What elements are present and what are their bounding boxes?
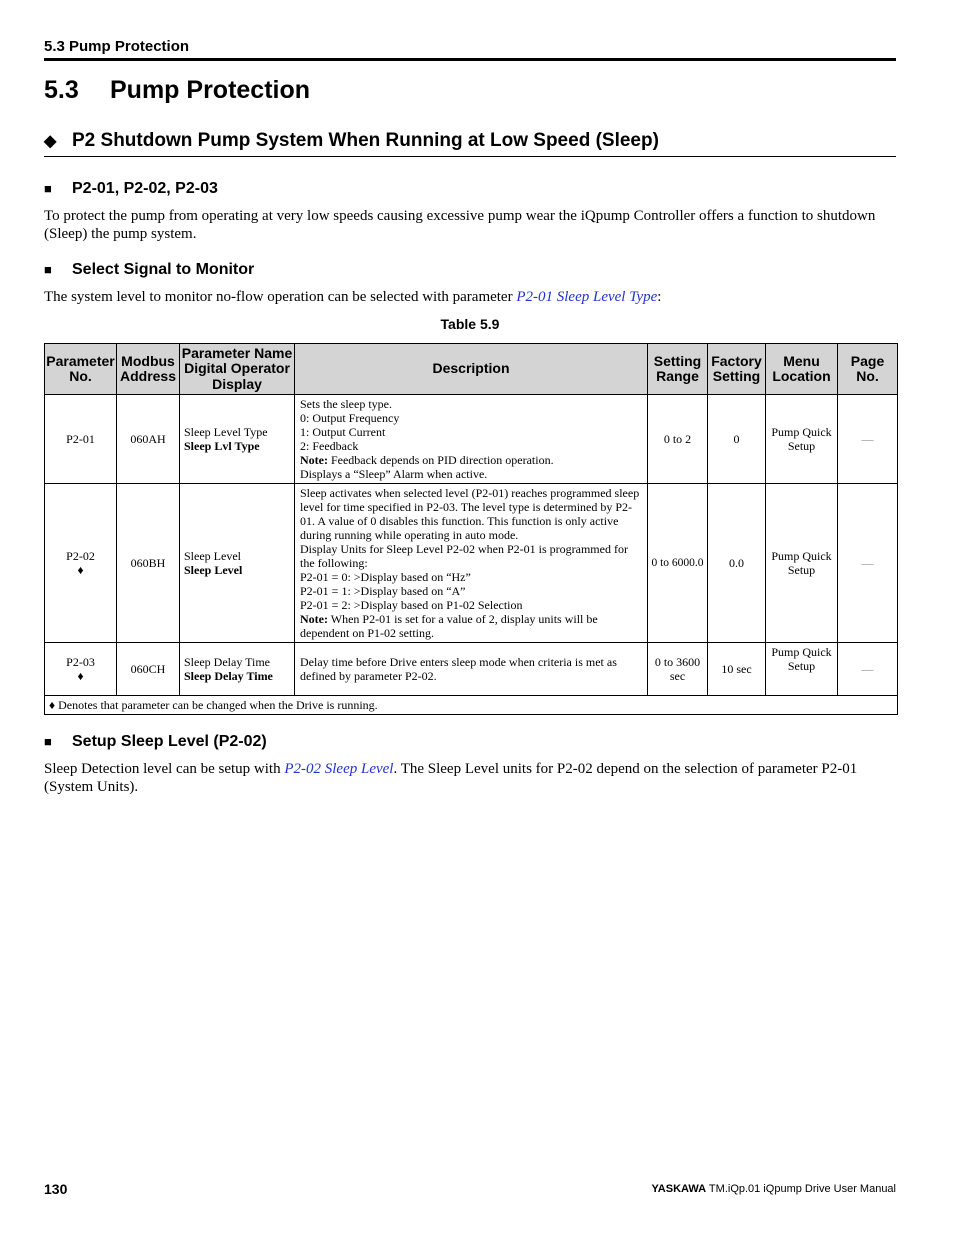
- paragraph-text: The system level to monitor no-flow operation can be selected with parameter: [44, 289, 517, 305]
- desc-line: 1: Output Current: [300, 425, 386, 439]
- note-label: Note:: [300, 453, 328, 467]
- operator-display: Sleep Level: [184, 563, 243, 577]
- page-title: [44, 76, 310, 105]
- header-parameter-name: Parameter Name Digital Operator Display: [180, 344, 295, 395]
- brand-name: YASKAWA: [651, 1183, 707, 1195]
- note-line: [300, 612, 642, 640]
- note-label: Note:: [300, 612, 328, 626]
- select-signal-paragraph: [44, 289, 896, 307]
- header-page-no: Page No.: [838, 344, 898, 395]
- desc-line: 0: Output Frequency: [300, 411, 400, 425]
- description-cell: [295, 643, 648, 696]
- subsection-heading: [44, 130, 896, 157]
- square-bullet-icon: ■: [44, 181, 52, 196]
- desc-line: Sets the sleep type.: [300, 397, 392, 411]
- header-setting-range: Setting Range: [648, 344, 708, 395]
- param-name: Sleep Level Type: [184, 425, 268, 439]
- modbus-cell: 060CH: [117, 643, 180, 696]
- name-cell: [180, 484, 295, 643]
- table-footnote: ♦ Denotes that parameter can be changed when the Drive is running.: [45, 696, 898, 715]
- page-number: 130: [44, 1181, 68, 1197]
- square-bullet-icon: ■: [44, 734, 52, 749]
- page-cell: —: [838, 395, 898, 484]
- heading-text: Select Signal to Monitor: [72, 261, 255, 278]
- table-row: [45, 484, 898, 643]
- note-text: When P2-01 is set for a value of 2, display units will be dependent on P1-02 setting.: [300, 612, 598, 640]
- link-p2-01[interactable]: P2-01 Sleep Level Type: [516, 289, 658, 305]
- intro-paragraph: To protect the pump from operating at very low speeds causing excessive pump wear the iQpump Controller offers a function to shutdown (Sleep) the pump system.: [44, 208, 876, 242]
- name-cell: [180, 395, 295, 484]
- range-cell: 0 to 3600 sec: [648, 643, 708, 696]
- param-number: P2-01: [66, 432, 95, 446]
- header-modbus-address: Modbus Address: [117, 344, 180, 395]
- desc-line: Sleep activates when selected level (P2-01) reaches programmed sleep level for time specified in P2-03. The level type is determined by P2-01. A value of 0 disables this function. This function is only active during running while operating in auto mode.: [300, 486, 640, 542]
- header-rule: [44, 58, 896, 61]
- menu-cell: Pump Quick Setup: [766, 484, 838, 643]
- note-line: [300, 453, 642, 467]
- table-row: [45, 395, 898, 484]
- param-name: Sleep Delay Time: [184, 655, 270, 669]
- page-cell: —: [838, 643, 898, 696]
- param-cell: [45, 643, 117, 696]
- footer-manual-title: [651, 1183, 896, 1195]
- run-change-icon: ♦: [77, 669, 84, 683]
- heading-text: P2-01, P2-02, P2-03: [72, 180, 218, 197]
- setup-sleep-paragraph: [44, 761, 896, 796]
- operator-display: Sleep Delay Time: [184, 669, 273, 683]
- description-cell: [295, 395, 648, 484]
- paragraph-text: Sleep Detection level can be setup with: [44, 761, 285, 777]
- name-cell: [180, 643, 295, 696]
- table-row: [45, 643, 898, 696]
- manual-name: TM.iQp.01 iQpump Drive User Manual: [706, 1183, 896, 1195]
- desc-line: P2-01 = 0: >Display based on “Hz”: [300, 570, 471, 584]
- modbus-cell: 060AH: [117, 395, 180, 484]
- range-cell: 0 to 2: [648, 395, 708, 484]
- menu-cell: Pump Quick Setup: [766, 643, 838, 696]
- parameter-table: [44, 343, 898, 715]
- desc-line: P2-01 = 1: >Display based on “A”: [300, 584, 466, 598]
- heading-text: Setup Sleep Level (P2-02): [72, 733, 267, 750]
- header-menu-location: Menu Location: [766, 344, 838, 395]
- header-description: Description: [295, 344, 648, 395]
- param-cell: [45, 395, 117, 484]
- description-cell: [295, 484, 648, 643]
- table-header-row: [45, 344, 898, 395]
- section-number: 5.3: [44, 76, 79, 104]
- param-number: P2-02: [66, 549, 95, 563]
- link-p2-02[interactable]: P2-02 Sleep Level: [284, 761, 394, 777]
- diamond-icon: ◆: [44, 133, 57, 150]
- header-parameter-no: Parameter No.: [45, 344, 117, 395]
- header-factory-setting: Factory Setting: [708, 344, 766, 395]
- desc-line: P2-01 = 2: >Display based on P1-02 Selection: [300, 598, 523, 612]
- subsection-title: P2 Shutdown Pump System When Running at Low Speed (Sleep): [72, 130, 659, 151]
- factory-cell: 10 sec: [708, 643, 766, 696]
- operator-display: Sleep Lvl Type: [184, 439, 260, 453]
- factory-cell: 0: [708, 395, 766, 484]
- desc-line: 2: Feedback: [300, 439, 359, 453]
- heading-p2-params: [44, 180, 218, 198]
- run-change-icon: ♦: [77, 563, 84, 577]
- heading-setup-sleep-level: [44, 733, 267, 751]
- heading-select-signal: [44, 261, 254, 279]
- modbus-cell: 060BH: [117, 484, 180, 643]
- square-bullet-icon: ■: [44, 262, 52, 277]
- param-cell: [45, 484, 117, 643]
- desc-line: Display Units for Sleep Level P2-02 when P2-01 is programmed for the following:: [300, 542, 628, 570]
- note-text: Feedback depends on PID direction operation.: [327, 453, 554, 467]
- desc-line: Delay time before Drive enters sleep mode when criteria is met as defined by parameter P2-02.: [300, 655, 617, 683]
- paragraph-text: . The Sleep Level units for P2-02 depend on the selection of parameter P2-01 (System Units).: [44, 761, 858, 795]
- menu-cell: Pump Quick Setup: [766, 395, 838, 484]
- desc-line: Displays a “Sleep” Alarm when active.: [300, 467, 488, 481]
- table-footnote-row: [45, 696, 898, 715]
- page-cell: —: [838, 484, 898, 643]
- factory-cell: 0.0: [708, 484, 766, 643]
- range-cell: 0 to 6000.0: [648, 484, 708, 643]
- running-header: 5.3 Pump Protection: [44, 38, 190, 55]
- table-caption: Table 5.9: [440, 316, 500, 332]
- param-name: Sleep Level: [184, 549, 241, 563]
- section-title: Pump Protection: [110, 76, 311, 104]
- paragraph-text: :: [657, 289, 662, 305]
- param-number: P2-03: [66, 655, 95, 669]
